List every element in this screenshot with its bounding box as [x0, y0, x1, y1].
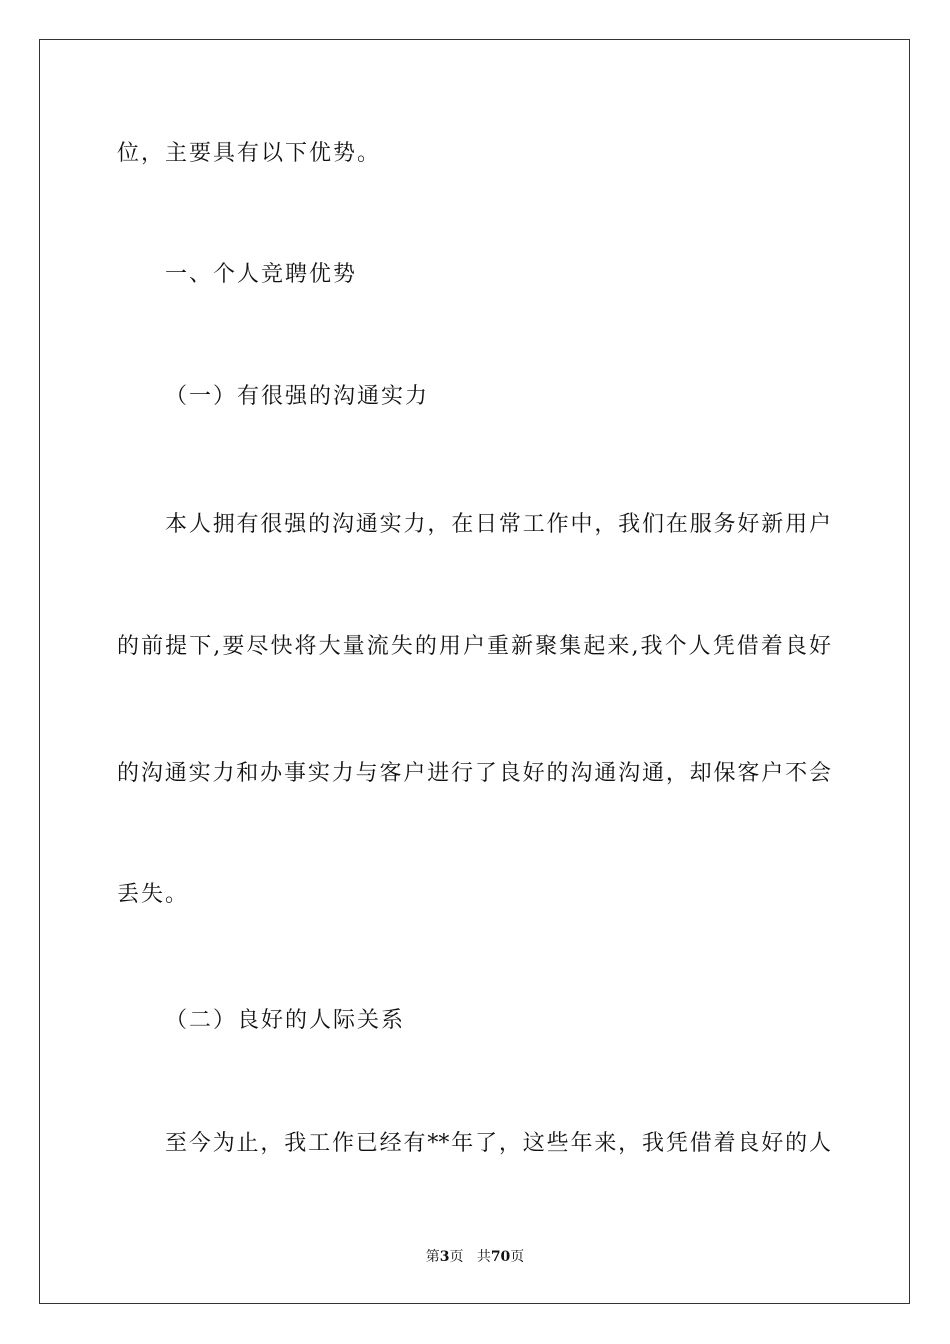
- paragraph-line: 本人拥有很强的沟通实力，在日常工作中，我们在服务好新用户: [165, 512, 831, 537]
- paragraph-line: 的沟通实力和办事实力与客户进行了良好的沟通沟通，却保客户不会: [117, 761, 831, 786]
- total-suffix: 页: [510, 1249, 525, 1265]
- page-number: 3: [439, 1249, 450, 1265]
- page-border: [39, 39, 910, 1304]
- total-prefix: 共: [476, 1249, 491, 1265]
- paragraph-line: 位，主要具有以下优势。: [117, 141, 382, 166]
- page-footer: [0, 1247, 950, 1267]
- subsection-heading: （一）有很强的沟通实力: [165, 384, 430, 409]
- page-prefix: 第: [425, 1249, 440, 1265]
- subsection-heading: （二）良好的人际关系: [165, 1008, 406, 1033]
- total-pages: 70: [490, 1249, 511, 1265]
- paragraph-line: 丢失。: [117, 882, 190, 907]
- section-heading: 一、个人竞聘优势: [165, 262, 358, 287]
- paragraph-line: 的前提下,要尽快将大量流失的用户重新聚集起来,我个人凭借着良好: [117, 634, 831, 659]
- page-suffix: 页: [449, 1249, 464, 1265]
- paragraph-line: 至今为止，我工作已经有**年了，这些年来，我凭借着良好的人: [165, 1131, 831, 1156]
